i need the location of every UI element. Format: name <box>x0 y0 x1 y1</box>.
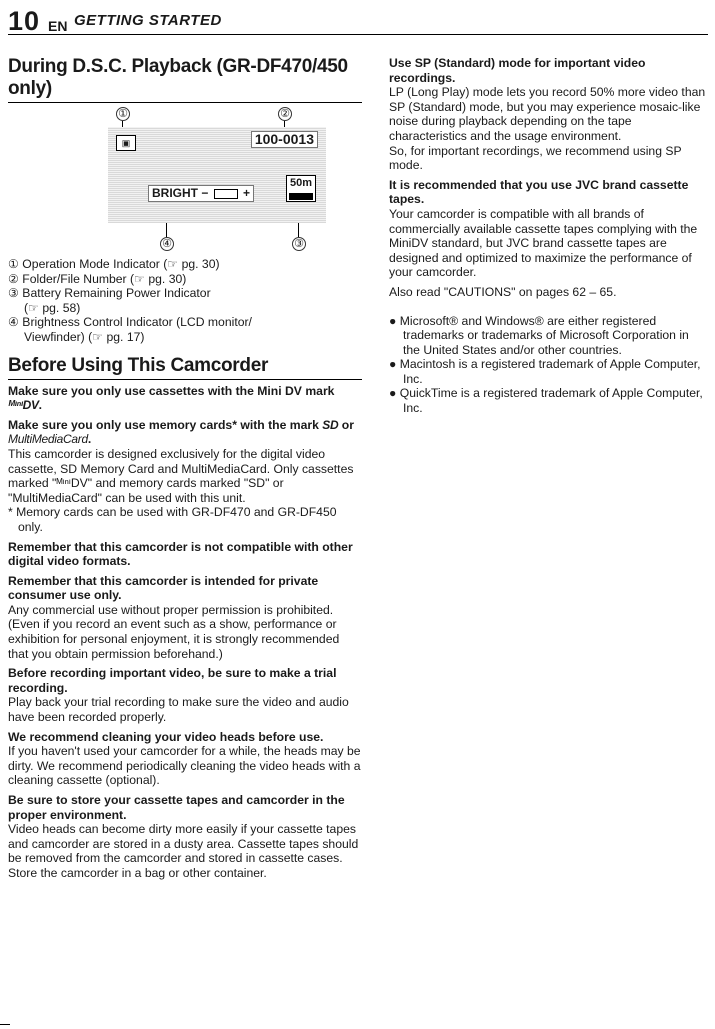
playback-title-line1: During D.S.C. Playback (GR-DF470/450 <box>8 56 348 77</box>
minidv-heading: Make sure you only use cassettes with the Mini DV mark ᴹᶦⁿᶦDV. <box>8 383 335 413</box>
battery-label: 50m <box>289 177 313 189</box>
sp-body-1: LP (Long Play) mode lets you record 50% more video than SP (Standard) mode, but you may experience mosaic-like noise during playback depending on the tape characteristics and the usage environment. <box>389 85 706 143</box>
legend-item-3: ③ Battery Remaining Power Indicator <box>8 286 211 301</box>
memory-card-heading: Make sure you only use memory cards* with the mark SD or MultiMediaCard. <box>8 417 354 447</box>
trademark-microsoft: ● Microsoft® and Windows® are either registered trademarks or trademarks of Microsoft Corporation in the United States and/or other countries. <box>389 313 689 357</box>
trademark-macintosh: ● Macintosh is a registered trademark of Apple Computer, Inc. <box>389 357 701 386</box>
cleaning-heading: We recommend cleaning your video heads before use. <box>8 729 324 744</box>
legend-item-3-ref: (☞ pg. 58) <box>24 300 81 315</box>
before-title: Before Using This Camcorder <box>8 354 269 376</box>
storage-body: Video heads can become dirty more easily if your cassette tapes and camcorder are stored in a dusty area. Cassette tapes should be removed from the camcorder and stored in cassette cases. Store the camcorder in a bag or other container. <box>8 822 359 880</box>
brightness-indicator: BRIGHT − + <box>148 185 254 202</box>
legend-item-4-ref: Viewfinder) (☞ pg. 17) <box>24 329 145 344</box>
sp-heading: Use SP (Standard) mode for important video recordings. <box>389 56 646 85</box>
section-title: GETTING STARTED <box>74 12 222 29</box>
playback-title-line2: only) <box>8 78 52 99</box>
language-code: EN <box>48 18 68 34</box>
callout-3: ③ <box>292 237 306 251</box>
legend-item-1: ① Operation Mode Indicator (☞ pg. 30) <box>8 257 220 271</box>
left-column <box>8 56 362 881</box>
legend-item-2: ② Folder/File Number (☞ pg. 30) <box>8 271 187 286</box>
mmc-logo: MultiMediaCard <box>8 432 88 447</box>
callout-1: ① <box>116 107 130 121</box>
storage-heading: Be sure to store your cassette tapes and camcorder in the proper environment. <box>8 793 345 822</box>
memory-card-note: * Memory cards can be used with GR-DF470 and GR-DF450 only. <box>8 505 337 534</box>
battery-icon <box>289 193 313 200</box>
operation-mode-icon: ▣ <box>116 135 136 151</box>
folder-file-number: 100-0013 <box>251 131 318 148</box>
sd-logo: SD <box>322 417 339 432</box>
leader-3 <box>298 223 299 237</box>
before-rule <box>8 379 362 380</box>
trial-heading: Before recording important video, be sure to make a trial recording. <box>8 666 337 695</box>
battery-indicator <box>286 175 316 202</box>
title-rule <box>8 102 362 103</box>
camcorder-screen <box>108 127 326 223</box>
or-text: or <box>341 417 354 432</box>
playback-title <box>8 56 362 100</box>
trademark-quicktime: ● QuickTime is a registered trademark of Apple Computer, Inc. <box>389 386 703 416</box>
bottom-mark <box>0 1024 10 1025</box>
callout-4: ④ <box>160 237 174 251</box>
sp-body-2: So, for important recordings, we recommend using SP mode. <box>389 143 682 173</box>
minidv-text: Make sure you only use cassettes with the Mini DV mark <box>8 383 335 398</box>
page-number: 10 <box>8 6 41 36</box>
format-heading: Remember that this camcorder is not compatible with other digital video formats. <box>8 539 353 569</box>
page-header <box>8 6 708 36</box>
callout-2: ② <box>278 107 292 121</box>
private-use-heading: Remember that this camcorder is intended for private consumer use only. <box>8 573 319 603</box>
cautions-ref: Also read "CAUTIONS" on pages 62 – 65. <box>389 284 617 299</box>
jvc-body: Your camcorder is compatible with all brands of commercially available cassette tapes complying with the MiniDV standard, but JVC brand cassette tapes are designed and optimized to maximize the performance of your camcorder. <box>389 206 698 280</box>
trial-body: Play back your trial recording to make sure the video and audio have been recorded properly. <box>8 695 349 725</box>
memory-card-text: Make sure you only use memory cards* with the mark <box>8 417 319 432</box>
memory-card-body: This camcorder is designed exclusively for the digital video cassette, SD Memory Card and MultiMediaCard. Only cassettes marked "ᴹᶦⁿᶦDV" and memory cards marked "SD" or "MultiMediaCard" can be used with this unit. <box>8 446 354 505</box>
jvc-heading: It is recommended that you use JVC brand cassette tapes. <box>389 177 689 207</box>
brightness-bar <box>214 189 238 199</box>
cleaning-body: If you haven't used your camcorder for a while, the heads may be dirty. We recommend periodically cleaning the video heads with a cleaning cassette (optional). <box>8 744 361 788</box>
header-rule <box>8 34 708 35</box>
private-use-body: Any commercial use without proper permission is prohibited. (Even if you record an event such as a show, performance or exhibition for personal enjoyment, it is strongly recommended that you obtain permission beforehand.) <box>8 602 340 661</box>
display-figure <box>8 107 362 257</box>
minidv-logo: ᴹᶦⁿᶦDV <box>8 398 39 413</box>
brightness-label: BRIGHT <box>152 186 198 200</box>
leader-4 <box>166 223 167 237</box>
legend-item-4: ④ Brightness Control Indicator (LCD monitor/ <box>8 315 252 330</box>
right-column <box>389 56 709 416</box>
